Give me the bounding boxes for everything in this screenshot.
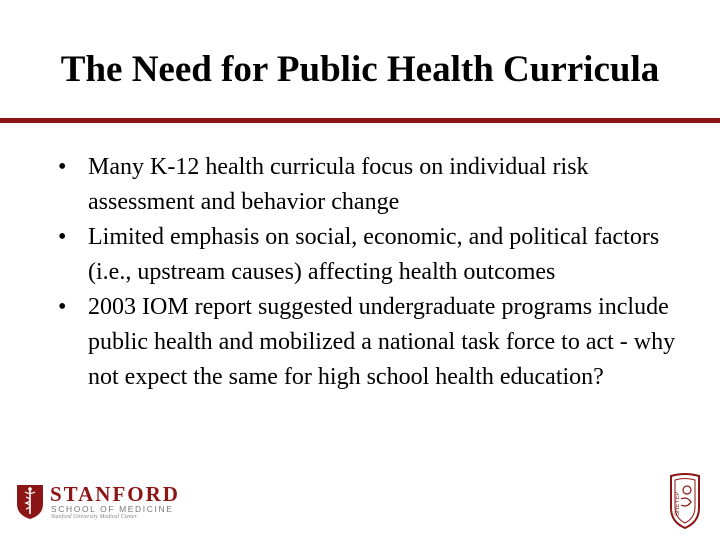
slide-title: The Need for Public Health Curricula xyxy=(60,49,660,90)
bullet-dot: • xyxy=(58,294,67,320)
sheyep-shield-logo-icon xyxy=(665,472,705,530)
title-divider xyxy=(0,118,720,123)
stanford-medicine-logo xyxy=(14,482,194,522)
bullet-text: Many K-12 health curricula focus on individual risk assessment and behavior change xyxy=(88,154,589,215)
bullet-text: Limited emphasis on social, economic, and political factors (i.e., upstream causes) affecting health outcomes xyxy=(88,224,660,285)
school-of-medicine-text: SCHOOL OF MEDICINE xyxy=(51,504,174,514)
stanford-wordmark: STANFORD xyxy=(50,482,180,506)
bullet-item xyxy=(58,220,698,290)
bullet-item xyxy=(58,150,698,220)
bullet-text: 2003 IOM report suggested undergraduate programs include public health and mobilized a national task force to act - why not expect the same for high school health education? xyxy=(88,294,676,390)
bullet-list xyxy=(58,150,698,395)
medical-center-text: Stanford University Medical Center xyxy=(51,514,137,520)
caduceus-seal-icon xyxy=(14,482,46,520)
bullet-dot: • xyxy=(58,154,67,180)
bullet-dot: • xyxy=(58,224,67,250)
shield-text: SHEYEP xyxy=(675,491,681,516)
bullet-item xyxy=(58,290,698,395)
